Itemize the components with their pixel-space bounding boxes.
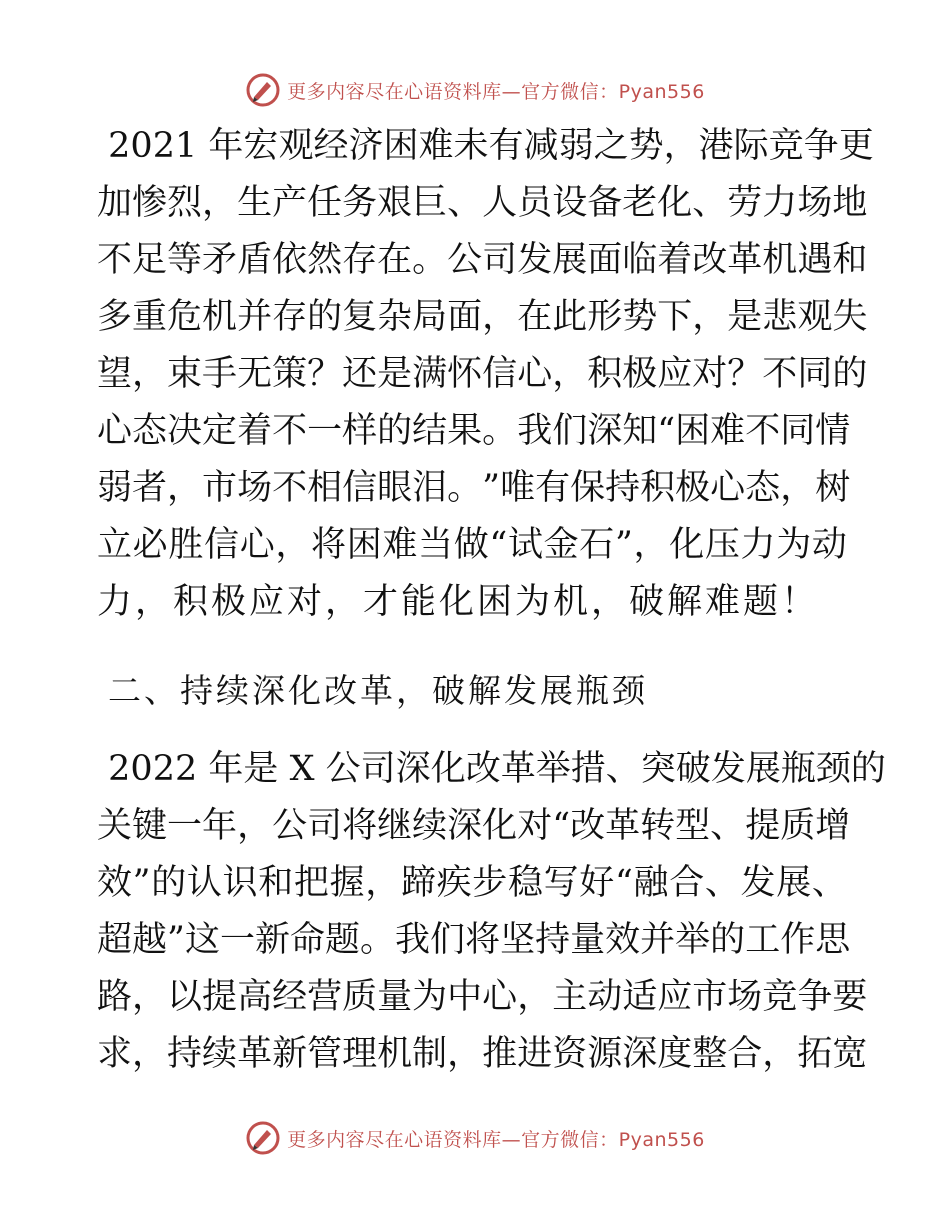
section-heading: 二、持续深化改革，破解发展瓶颈 <box>108 671 648 710</box>
text-line: 关 键 一 年 ， 公 司 将 继 续 深 化 对 “ 改 革 转 型 、 提 质 增 <box>97 806 851 846</box>
text-line: 心 态 决 定 着 不 一 样 的 结 果 。 我 们 深 知 “ 困 难 不 同 情 <box>97 411 851 451</box>
pen-seal-icon <box>245 72 281 108</box>
watermark-text: 更多内容尽在心语资料库—官方微信：Pyan556 <box>287 80 705 103</box>
text-line: 2 0 2 2 年 是 X 公 司 深 化 改 革 举 措 、 突 破 发 展 瓶 颈 的 <box>108 749 886 789</box>
text-line: 超 越 ” 这 一 新 命 题 。 我 们 将 坚 持 量 效 并 举 的 工 作 思 <box>97 920 851 960</box>
text-line: 弱 者 ， 市 场 不 相 信 眼 泪 。 ” 唯 有 保 持 积 极 心 态 ， 树 <box>97 468 851 508</box>
text-line: 2 0 2 1 年 宏 观 经 济 困 难 未 有 减 弱 之 势 ， 港 际 竞 争 更 <box>108 126 874 166</box>
paragraph-2 <box>97 741 886 1083</box>
pen-seal-icon <box>245 1120 281 1156</box>
text-line: 不 足 等 矛 盾 依 然 存 在 。 公 司 发 展 面 临 着 改 革 机 遇 和 <box>97 240 868 280</box>
header-watermark <box>0 70 950 110</box>
text-line: 路 ， 以 提 高 经 营 质 量 为 中 心 ， 主 动 适 应 市 场 竞 争 要 <box>97 977 868 1017</box>
footer-watermark <box>0 1118 950 1158</box>
text-line: 多 重 危 机 并 存 的 复 杂 局 面 ， 在 此 形 势 下 ， 是 悲 观 失 <box>97 297 868 337</box>
paragraph-1 <box>97 118 874 631</box>
text-line: 力，积极应对，才能化困为机，破解难题！ <box>97 582 820 622</box>
text-line: 望 ， 束 手 无 策 ？ 还 是 满 怀 信 心 ， 积 极 应 对 ？ 不 同 的 <box>97 354 868 394</box>
text-line: 求 ， 持 续 革 新 管 理 机 制 ， 推 进 资 源 深 度 整 合 ， 拓 宽 <box>97 1034 868 1074</box>
text-line: 立 必 胜 信 心 ， 将 困 难 当 做 “ 试 金 石 ” ， 化 压 力 为 动 <box>97 525 847 565</box>
text-line: 效 ” 的 认 识 和 把 握 ， 蹄 疾 步 稳 写 好 “ 融 合 、 发 展 、 <box>97 863 847 903</box>
watermark-text: 更多内容尽在心语资料库—官方微信：Pyan556 <box>287 1128 705 1151</box>
text-line: 加 惨 烈 ， 生 产 任 务 艰 巨 、 人 员 设 备 老 化 、 劳 力 场 地 <box>97 183 868 223</box>
